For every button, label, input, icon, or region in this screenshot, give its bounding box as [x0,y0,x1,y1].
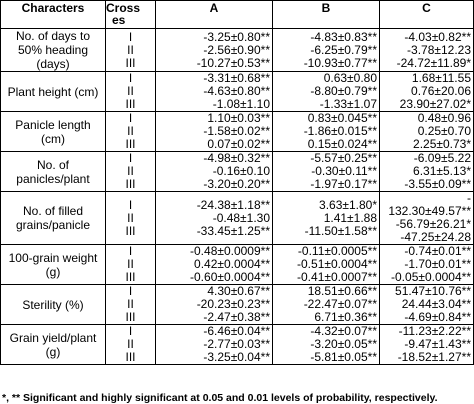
value-a: 0.42±0.0004** [194,257,270,271]
table-footnote: *, ** Significant and highly significant at 0.05 and 0.01 levels of probability, respectively. [2,392,438,404]
character-line: Grain yield/plant [9,330,97,345]
value-cell-c [380,112,474,152]
character-line: 100-grain weight [8,250,98,265]
character-line: Plant height (cm) [7,84,99,99]
value-b: -4.32±0.07** [310,324,377,338]
character-line: No. of days to [15,29,91,43]
value-cell-a [156,152,273,192]
value-cell-b [273,72,380,112]
cross-label: III [125,177,136,191]
table-row [1,192,474,245]
value-c: -1.70±0.01** [404,257,471,271]
character-line: panicles/plant [16,171,90,186]
value-c: 132.30±49.57** [388,204,471,218]
character-line: (cm) [41,131,65,146]
value-a: -1.08±1.10 [212,97,270,111]
header-col-a: A [156,1,273,29]
value-a: -3.25±0.80** [203,29,270,44]
value-cell-b [273,245,380,285]
value-cell-a [156,72,273,112]
cross-label: I [128,244,133,258]
value-c: -18.52±1.27** [397,350,471,364]
cross-label: III [125,137,136,151]
cross-label: I [128,151,133,165]
value-cell-b [273,152,380,192]
value-a: -4.98±0.32** [203,151,270,165]
header-col-c: C [380,1,474,29]
cross-label: III [125,310,136,324]
table-row [1,29,474,72]
cross-label: II [127,210,134,225]
value-a: -6.46±0.04** [203,324,270,338]
table-row [1,285,474,325]
value-a: -2.56±0.90** [203,42,270,57]
value-c: 1.68±11.55 [411,71,471,85]
cross-cell [106,325,156,365]
value-c: 0.25±0.70 [417,124,471,138]
value-c: -24.72±11.89* [396,55,471,70]
cross-cell [106,112,156,152]
value-a: -0.60±0.0004** [190,270,270,284]
value-b: -5.57±0.25** [310,151,377,165]
character-line: No. of [36,157,69,172]
cross-label: II [127,337,134,351]
value-b: -10.93±0.77** [303,55,377,70]
character-line: 50% heading [17,43,89,57]
value-c: -4.03±0.82** [404,29,471,44]
cross-label: I [128,284,133,298]
value-c: -11.23±2.22** [398,324,471,338]
value-b: -1.33±1.07 [319,97,377,111]
value-a: -20.23±0.23** [196,297,270,311]
value-cell-b [273,29,380,72]
header-crosses-line1: Cross [106,1,141,15]
value-b: -1.86±0.015** [303,124,377,138]
value-a: 1.10±0.03** [207,111,270,125]
character-cell [1,152,106,192]
cross-cell [106,192,156,245]
value-a: -1.58±0.02** [203,124,270,138]
value-c: 0.76±20.06 [411,84,471,98]
value-b: -0.11±0.0005** [297,244,377,258]
cross-label: I [128,29,133,44]
cross-label: III [125,223,136,238]
value-b: 0.63±0.80 [323,71,377,85]
value-a: -2.47±0.38** [203,310,270,324]
cross-label: I [128,197,133,212]
value-c: -3.78±12.23 [407,42,471,57]
cross-label: II [127,257,134,271]
table-header-row [1,1,474,29]
value-b: -5.81±0.05** [310,350,377,364]
value-a: -4.63±0.80** [203,84,270,98]
value-c: -3.55±0.09** [404,177,471,191]
cross-label: III [125,97,136,111]
value-cell-a [156,29,273,72]
cross-label: II [127,84,134,98]
character-line: Sterility (%) [22,297,84,312]
value-cell-a [156,325,273,365]
character-line: Panicle length [15,117,91,132]
value-cell-b [273,325,380,365]
value-b: 18.51±0.66** [307,284,377,298]
character-line: (days) [36,57,70,71]
header-crosses-line2: es [112,13,126,27]
character-line: (g) [45,344,61,359]
character-cell [1,72,106,112]
cross-label: I [128,71,133,85]
value-c: -6.09±5.22 [413,151,471,165]
cross-label: II [127,297,134,311]
cross-label: I [128,111,133,125]
value-cell-b [273,192,380,245]
value-c: -0.74±0.01** [404,244,471,258]
value-b: -0.41±0.0007** [297,270,377,284]
value-cell-c [380,285,474,325]
character-line: (g) [45,264,61,279]
value-b: 0.83±0.045** [307,111,377,125]
value-cell-c [380,325,474,365]
value-b: -6.25±0.79** [310,42,377,57]
value-cell-c [380,152,474,192]
value-b: 3.63±1.80* [319,197,377,212]
value-c: 0.48±0.96 [417,111,471,125]
cross-label: III [125,350,136,364]
value-cell-c [380,192,474,245]
table-row [1,112,474,152]
value-b: -11.50±1.58** [304,223,377,238]
header-col-b: B [273,1,380,29]
value-c: 51.47±10.76** [395,284,471,298]
character-cell [1,112,106,152]
value-cell-a [156,112,273,152]
value-c: -56.79±26.21* [395,217,471,231]
table-row [1,245,474,285]
value-c: -47.25±24.28 [400,230,471,244]
value-a: -0.48±1.30 [212,210,270,225]
value-b: -8.80±0.79** [310,84,377,98]
value-a: -0.16±0.10 [212,164,270,178]
table-row [1,152,474,192]
cross-label: II [127,164,134,178]
cross-label: II [127,124,134,138]
cross-cell [106,152,156,192]
value-a: -10.27±0.53** [196,55,270,70]
table-row [1,72,474,112]
value-a: -0.48±0.0009** [190,244,270,258]
cross-cell [106,245,156,285]
table-body [1,29,474,365]
value-c: 6.31±5.13* [413,164,471,178]
character-line: No. of filled [22,204,84,218]
value-b: -0.51±0.0004** [297,257,377,271]
value-c: 23.90±27.02* [399,97,471,111]
value-b: -3.20±0.05** [310,337,377,351]
value-b: -22.47±0.07** [303,297,377,311]
cross-label: III [125,270,136,284]
character-cell [1,245,106,285]
value-b: -0.30±0.11** [311,164,377,178]
cross-label: II [127,42,134,57]
value-a: 4.30±0.67** [207,284,270,298]
value-cell-a [156,245,273,285]
value-b: 6.71±0.36** [314,310,377,324]
value-c: -4.69±0.84** [404,310,471,324]
value-a: -33.45±1.25** [196,223,270,238]
value-cell-a [156,192,273,245]
value-a: 0.07±0.02** [207,137,270,151]
character-cell [1,29,106,72]
value-c: 2.25±0.73* [413,137,471,151]
value-cell-a [156,285,273,325]
character-line: grains/panicle [15,218,91,232]
value-c: -9.47±1.43** [404,337,471,351]
character-cell [1,325,106,365]
character-cell [1,285,106,325]
value-a: -3.25±0.04** [203,350,270,364]
value-c: - [467,191,471,205]
value-a: -2.77±0.03** [203,337,270,351]
value-c: 24.44±3.04** [401,297,471,311]
value-cell-c [380,245,474,285]
value-c: -0.05±0.0004** [391,270,471,284]
value-cell-c [380,29,474,72]
value-a: -3.20±0.20** [203,177,270,191]
cross-cell [106,72,156,112]
value-cell-b [273,285,380,325]
cross-cell [106,285,156,325]
cross-cell [106,29,156,72]
value-b: 0.15±0.024** [307,137,377,151]
value-b: 1.41±1.88 [323,210,377,225]
value-a: -24.38±1.18** [196,197,270,212]
value-cell-c [380,72,474,112]
value-b: -4.83±0.83** [310,29,377,44]
cross-label: I [128,324,133,338]
value-a: -3.31±0.68** [203,71,270,85]
cross-label: III [125,55,136,70]
value-cell-b [273,112,380,152]
table-row [1,325,474,365]
header-crosses [106,1,156,29]
header-characters: Characters [1,1,106,29]
character-cell [1,192,106,245]
value-b: -1.97±0.17** [310,177,377,191]
